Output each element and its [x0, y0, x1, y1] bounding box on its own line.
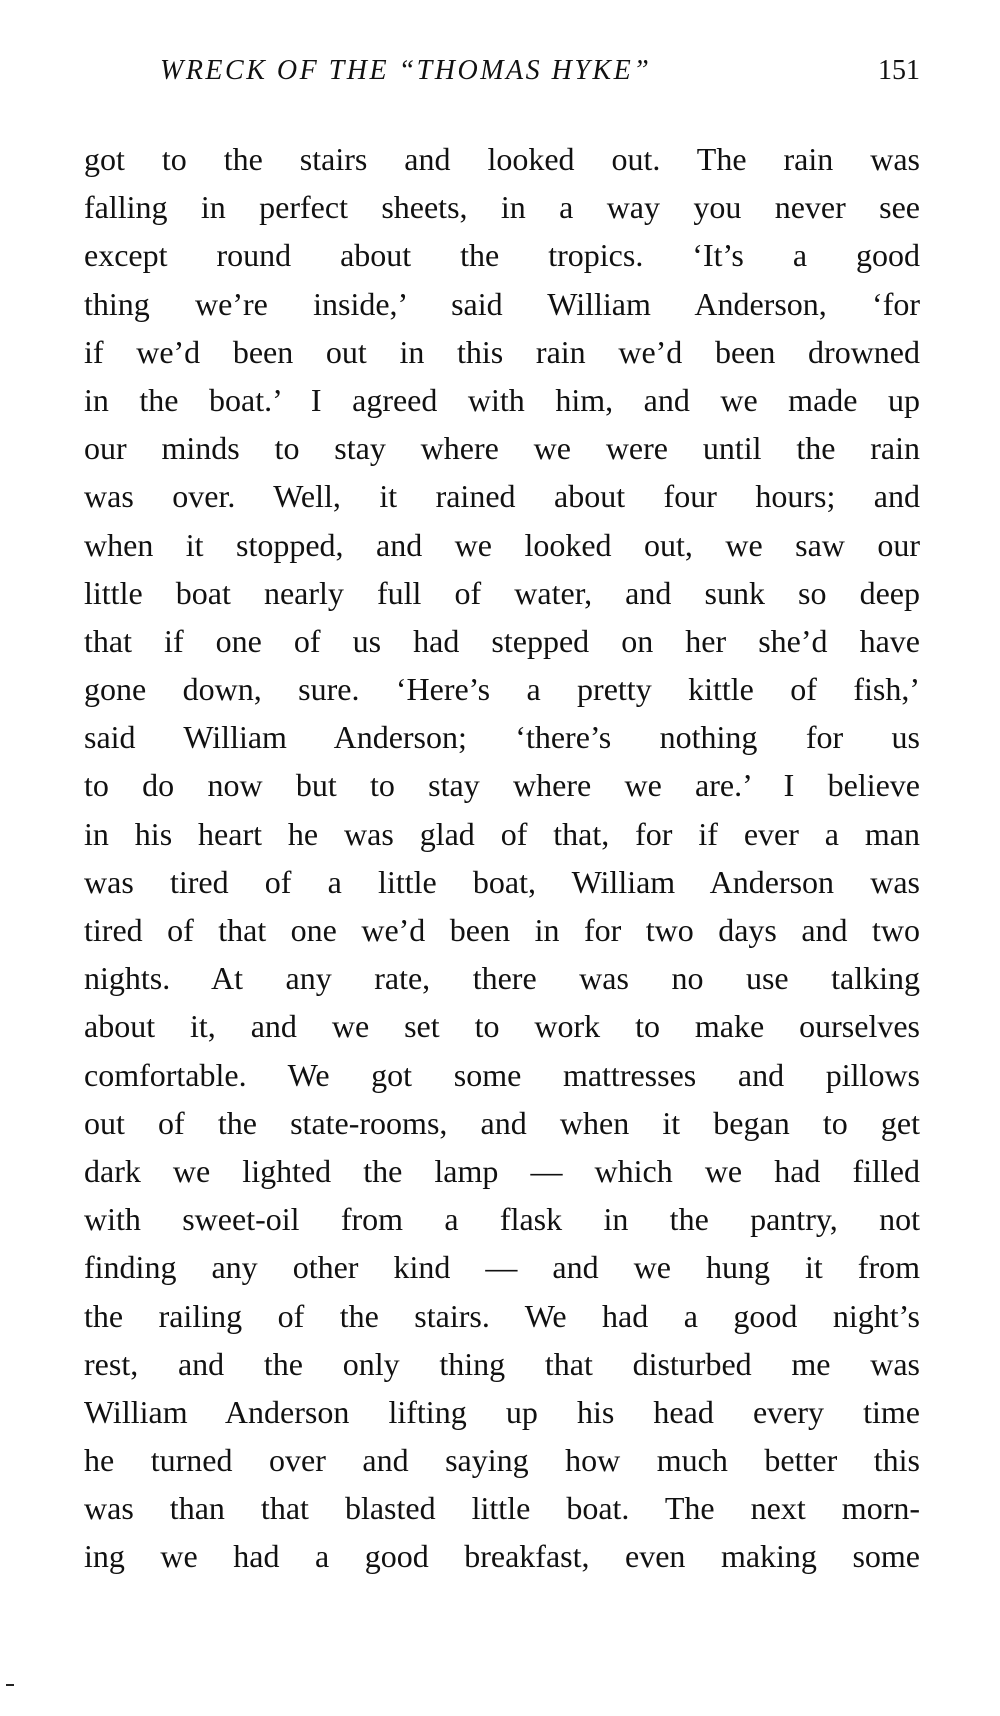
text-line: thing we’re inside,’ said William Anderson, ‘for	[84, 285, 920, 322]
text-line: out of the state-rooms, and when it began to get	[84, 1104, 920, 1141]
text-line: got to the stairs and looked out. The rain was	[84, 141, 920, 177]
text-line: if we’d been out in this rain we’d been drowned	[84, 333, 920, 370]
text-line: he turned over and saying how much better this	[84, 1442, 920, 1479]
text-line: little boat nearly full of water, and sunk so deep	[84, 574, 920, 611]
text-line: comfortable. We got some mattresses and pillows	[84, 1056, 920, 1093]
text-line: William Anderson lifting up his head every time	[84, 1393, 920, 1430]
text-line: except round about the tropics. ‘It’s a good	[84, 237, 920, 274]
text-line: our minds to stay where we were until the rain	[84, 430, 920, 467]
text-line: with sweet-oil from a flask in the pantry, not	[84, 1201, 920, 1238]
text-line: when it stopped, and we looked out, we saw our	[84, 526, 920, 563]
text-line: about it, and we set to work to make ourselves	[84, 1008, 920, 1045]
text-line: tired of that one we’d been in for two days and two	[84, 912, 920, 948]
text-line: finding any other kind — and we hung it from	[84, 1249, 920, 1286]
text-line: to do now but to stay where we are.’ I believe	[84, 767, 920, 804]
running-head	[160, 50, 920, 92]
text-line: in the boat.’ I agreed with him, and we made up	[84, 381, 920, 418]
text-line: rest, and the only thing that disturbed me was	[84, 1345, 920, 1382]
text-line: was over. Well, it rained about four hours; and	[84, 478, 920, 515]
text-line: gone down, sure. ‘Here’s a pretty kittle of fish,’	[84, 671, 920, 708]
page-number: 151	[878, 55, 920, 86]
text-line: ing we had a good breakfast, even making some	[84, 1538, 920, 1575]
body-text	[84, 135, 920, 1581]
text-line: falling in perfect sheets, in a way you never see	[84, 189, 920, 226]
margin-mark	[6, 1684, 14, 1686]
text-line: in his heart he was glad of that, for if ever a man	[84, 815, 920, 852]
text-line: the railing of the stairs. We had a good night’s	[84, 1297, 920, 1334]
running-title: WRECK OF THE “THOMAS HYKE”	[160, 55, 652, 86]
text-line: nights. At any rate, there was no use talking	[84, 960, 920, 997]
text-line: said William Anderson; ‘there’s nothing for us	[84, 719, 920, 756]
text-line: dark we lighted the lamp — which we had filled	[84, 1152, 920, 1189]
text-line: was than that blasted little boat. The next morn-	[84, 1490, 920, 1527]
text-line: was tired of a little boat, William Anderson was	[84, 863, 920, 900]
text-line: that if one of us had stepped on her she’d have	[84, 622, 920, 659]
